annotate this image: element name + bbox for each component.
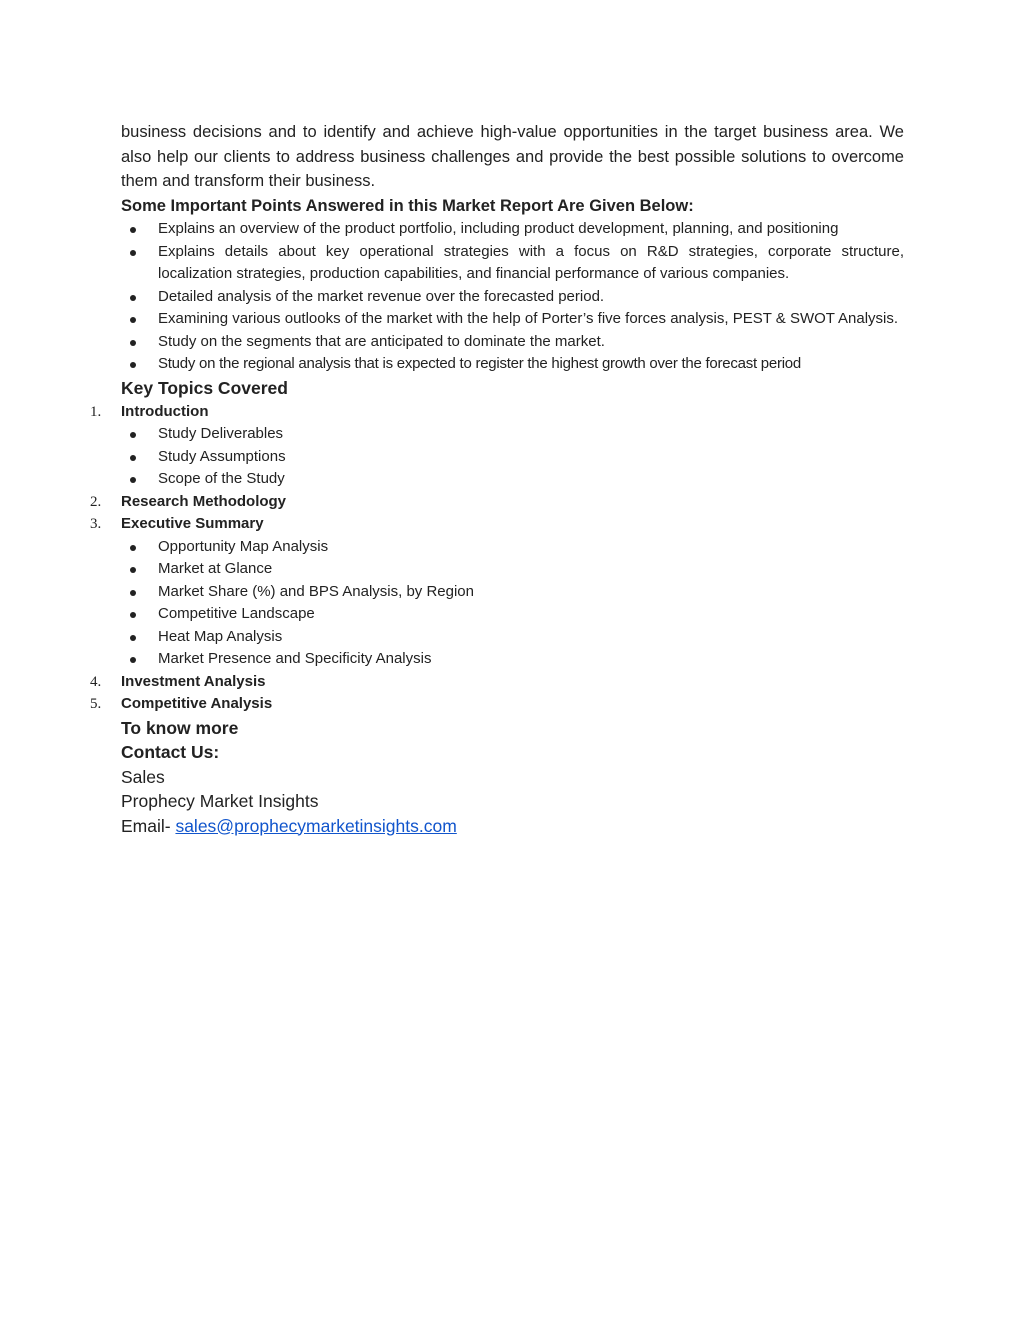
bullet-icon [130,477,136,483]
list-item [121,648,904,671]
list-item [121,308,904,331]
intro-paragraph: business decisions and to identify and achieve high-value opportunities in the target business area. We also help our clients to address business challenges and provide the best possible solutions to overcome them and transform their business. [121,123,904,190]
topic-number: 5. [90,696,102,712]
bullet-icon [130,250,136,256]
list-item [121,218,904,241]
list-item-text: Heat Map Analysis [158,627,283,645]
list-item [121,468,904,491]
topic-introduction [90,401,904,424]
bullet-icon [130,455,136,461]
contact-email-line [121,814,904,839]
topic-number: 4. [90,673,102,690]
contact-company: Prophecy Market Insights [121,791,319,811]
topic-number: 2. [90,493,102,510]
bullet-icon [130,545,136,551]
topic-investment-analysis [90,671,904,694]
bullet-icon [130,362,136,368]
list-item [121,446,904,469]
list-item-text: Study on the segments that are anticipated to dominate the market. [158,332,605,350]
list-item-text: Scope of the Study [158,470,285,487]
topic-number: 3. [90,516,102,532]
list-item-text: Market Presence and Specificity Analysis [158,650,432,667]
list-item-text: Explains an overview of the product portfolio, including product development, planning, and positioning [158,220,839,237]
important-points-list [121,218,904,376]
list-item-text: Opportunity Map Analysis [158,537,329,555]
list-item-text: Market Share (%) and BPS Analysis, by Region [158,582,474,600]
bullet-icon [130,340,136,346]
document-content [90,120,904,838]
list-item-text: Explains details about key operational strategies with a focus on R&D strategies, corporate structure, localization strategies, production capabilities, and financial performance of various companies. [158,242,904,282]
key-topics-heading: Key Topics Covered [121,377,288,398]
list-item-text: Study Assumptions [158,447,286,465]
list-item-text: Detailed analysis of the market revenue over the forecasted period. [158,287,605,305]
bullet-icon [130,567,136,573]
email-link[interactable]: sales@prophecymarketinsights.com [175,815,457,836]
list-item-text: Market at Glance [158,560,273,577]
list-item [121,626,904,649]
topic-competitive-analysis [90,693,904,716]
topic-title: Investment Analysis [121,672,266,690]
executive-summary-subitems [121,536,904,671]
list-item-text: Examining various outlooks of the market with the help of Porter’s five forces analysis, PEST & SWOT Analysis. [158,310,899,327]
list-item [121,558,904,581]
bullet-icon [130,295,136,301]
list-item [121,241,904,286]
topic-research-methodology [90,491,904,514]
list-item [121,286,904,309]
topic-number: 1. [90,403,102,420]
list-item-text: Competitive Landscape [158,605,315,622]
bullet-icon [130,590,136,596]
list-item [121,581,904,604]
know-more-heading: To know more [121,717,239,738]
bullet-icon [130,635,136,641]
introduction-subitems [121,423,904,491]
bullet-icon [130,657,136,663]
list-item-text: Study on the regional analysis that is expected to register the highest growth over the forecast period [158,355,801,372]
list-item-text: Study Deliverables [158,425,284,442]
topic-title: Executive Summary [121,515,264,532]
contact-us-heading: Contact Us: [121,742,220,762]
contact-department: Sales [121,766,165,787]
topic-title: Introduction [121,402,209,420]
bullet-icon [130,227,136,233]
bullet-icon [130,432,136,438]
list-item [121,353,904,376]
points-heading: Some Important Points Answered in this Market Report Are Given Below: [121,196,694,215]
bullet-icon [130,317,136,323]
email-label: Email- [121,815,176,836]
list-item [121,536,904,559]
list-item [121,423,904,446]
topic-executive-summary [90,513,904,536]
topic-title: Research Methodology [121,492,287,510]
topic-title: Competitive Analysis [121,695,273,712]
list-item [121,331,904,354]
bullet-icon [130,612,136,618]
list-item [121,603,904,626]
